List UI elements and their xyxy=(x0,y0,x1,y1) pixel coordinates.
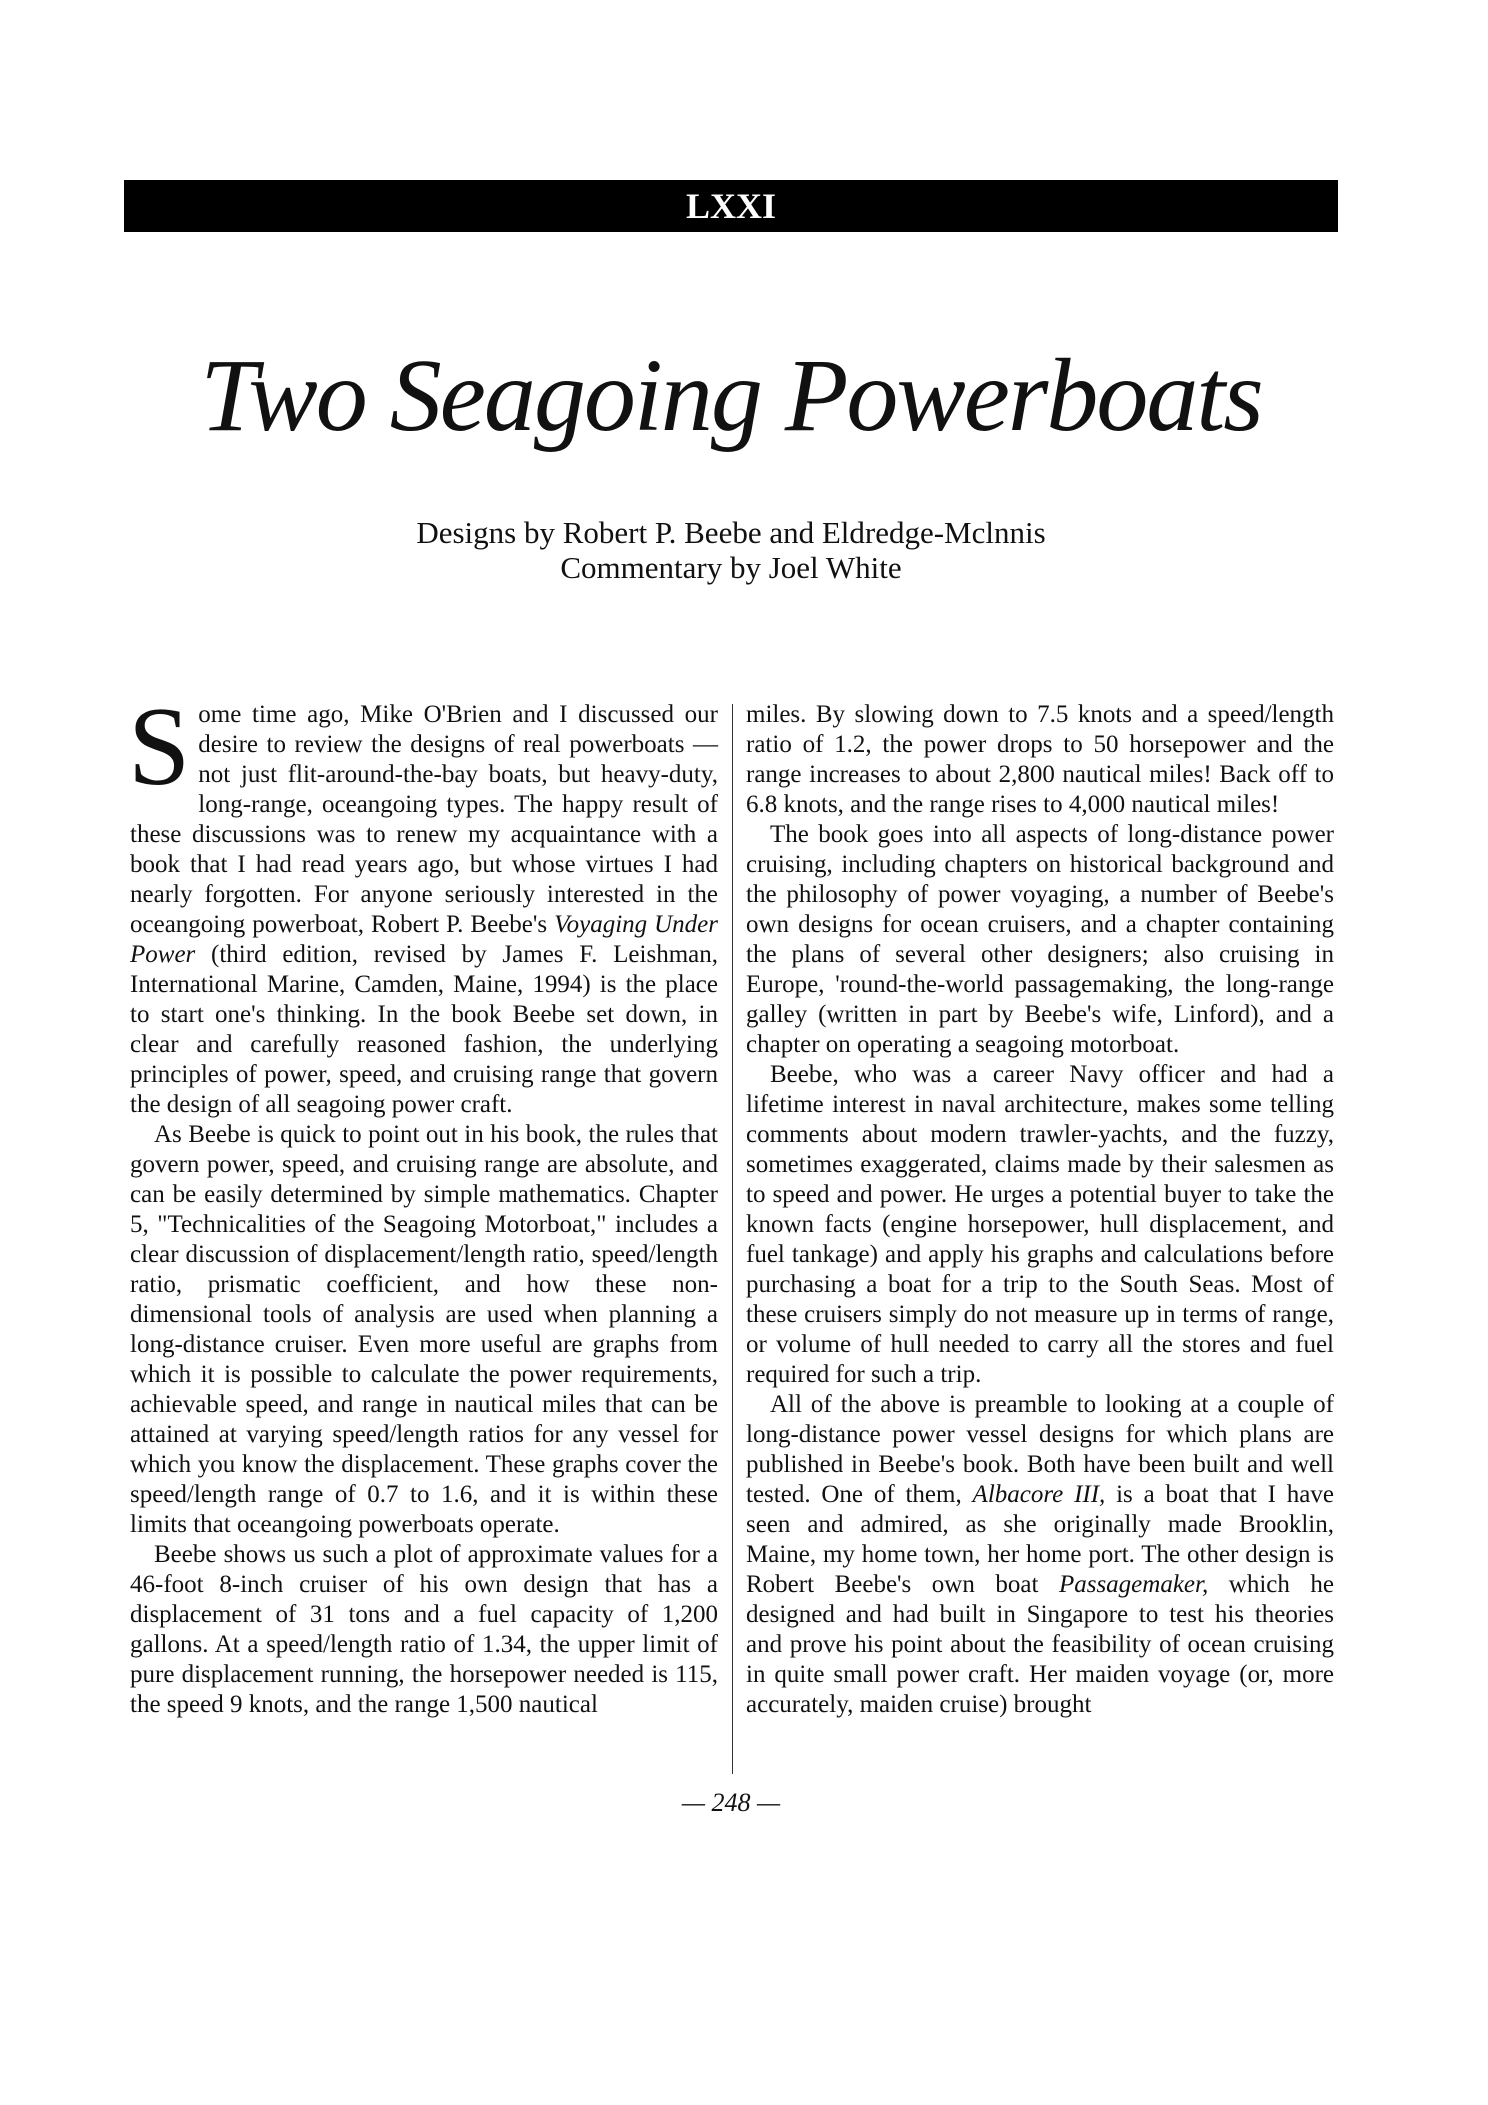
paragraph: Beebe, who was a career Navy officer and had a lifetime interest in naval architecture, makes some telling comments about modern trawler-yachts, and the fuzzy, sometimes exaggerated, claims made by their salesmen as to speed and power. He urges a potential buyer to take the known facts (engine horsepower, hull displacement, and fuel tankage) and apply his graphs and calculations before purchasing a boat for a trip to the South Seas. Most of these cruisers simply do not measure up in terms of range, or volume of hull needed to carry all the stores and fuel required for such a trip. xyxy=(746,1061,1334,1388)
boat-name-italic: Passagemaker, xyxy=(1058,1571,1209,1598)
paragraph-text: is a boat that I have seen and admired, as she originally made Brooklin, Maine, my home town, her home port. The other design is Robert Beebe's own boat xyxy=(746,1481,1334,1598)
paragraph: miles. By slowing down to 7.5 knots and a speed/length ratio of 1.2, the power drops to 50 horsepower and the range increases to about 2,800 nautical miles! Back off to 6.8 knots, and the range rises to 4,000 nautical miles! xyxy=(746,701,1334,818)
page-number: — 248 — xyxy=(681,1788,781,1817)
boat-name-italic: Albacore III, xyxy=(972,1481,1106,1508)
paragraph xyxy=(128,685,719,1120)
paragraph: As Beebe is quick to point out in his book, the rules that govern power, speed, and cruising range are absolute, and can be easily determined by simple mathematics. Chapter 5, "Technicalities of the Seagoing Motorboat," includes a clear discussion of displacement/length ratio, speed/length ratio, prismatic coefficient, and how these non-dimensional tools of analysis are used when planning a long-distance cruiser. Even more useful are graphs from which it is possible to calculate the power requirements, achievable speed, and range in nautical miles that can be attained at varying speed/length ratios for any vessel for which you know the displacement. These graphs cover the speed/length range of 0.7 to 1.6, and it is within these limits that oceangoing powerboats operate. xyxy=(130,1121,718,1538)
left-column xyxy=(128,685,719,1720)
column-divider xyxy=(732,704,733,1774)
drop-cap: S xyxy=(128,685,191,809)
paragraph-text: ome time ago, Mike O'Brien and I discussed our desire to review the designs of real powerboats — not just flit-around-the-bay boats, but heavy-duty, long-range, oceangoing types. The happy result of these discussions was to renew my acquaintance with a book that I had read years ago, but whose virtues I had nearly forgotten. For anyone seriously interested in the oceangoing powerboat, Robert P. Beebe's xyxy=(130,701,718,938)
chapter-number: LXXI xyxy=(685,186,777,226)
byline-designs: Designs by Robert P. Beebe and Eldredge-Mclnnis xyxy=(416,515,1046,550)
paragraph xyxy=(746,1390,1334,1720)
right-column xyxy=(746,700,1334,1720)
byline-commentary: Commentary by Joel White xyxy=(560,550,902,585)
chapter-title: Two Seagoing Powerboats xyxy=(200,338,1262,453)
book-title-italic: Voyaging Under Power xyxy=(130,911,719,968)
paragraph-text: (third edition, revised by James F. Leishman, International Marine, Camden, Maine, 1994) is the place to start one's thinking. In the book Beebe set down, in clear and carefully reasoned fashion, the underlying principles of power, speed, and cruising range that govern the design of all seagoing power craft. xyxy=(130,941,718,1118)
paragraph: Beebe shows us such a plot of approximate values for a 46-foot 8-inch cruiser of his own design that has a displacement of 31 tons and a fuel capacity of 1,200 gallons. At a speed/length ratio of 1.34, the upper limit of pure displacement running, the horsepower needed is 115, the speed 9 knots, and the range 1,500 nautical xyxy=(130,1541,718,1718)
paragraph: The book goes into all aspects of long-distance power cruising, including chapters on historical background and the philosophy of power voyaging, a number of Beebe's own designs for ocean cruisers, and a chapter containing the plans of several other designers; also cruising in Europe, 'round-the-world passagemaking, the long-range galley (written in part by Beebe's wife, Linford), and a chapter on operating a seagoing motorboat. xyxy=(746,821,1334,1058)
paragraph-text: which he designed and had built in Singapore to test his theories and prove his point about the feasibility of ocean cruising in quite small power craft. Her maiden voyage (or, more accurately, maiden cruise) brought xyxy=(746,1571,1334,1718)
paragraph-text: All of the above is preamble to looking at a couple of long-distance power vessel designs for which plans are published in Beebe's book. Both have been built and well tested. One of them, xyxy=(746,1391,1334,1508)
byline xyxy=(124,515,1338,585)
chapter-number-bar xyxy=(124,180,1338,232)
